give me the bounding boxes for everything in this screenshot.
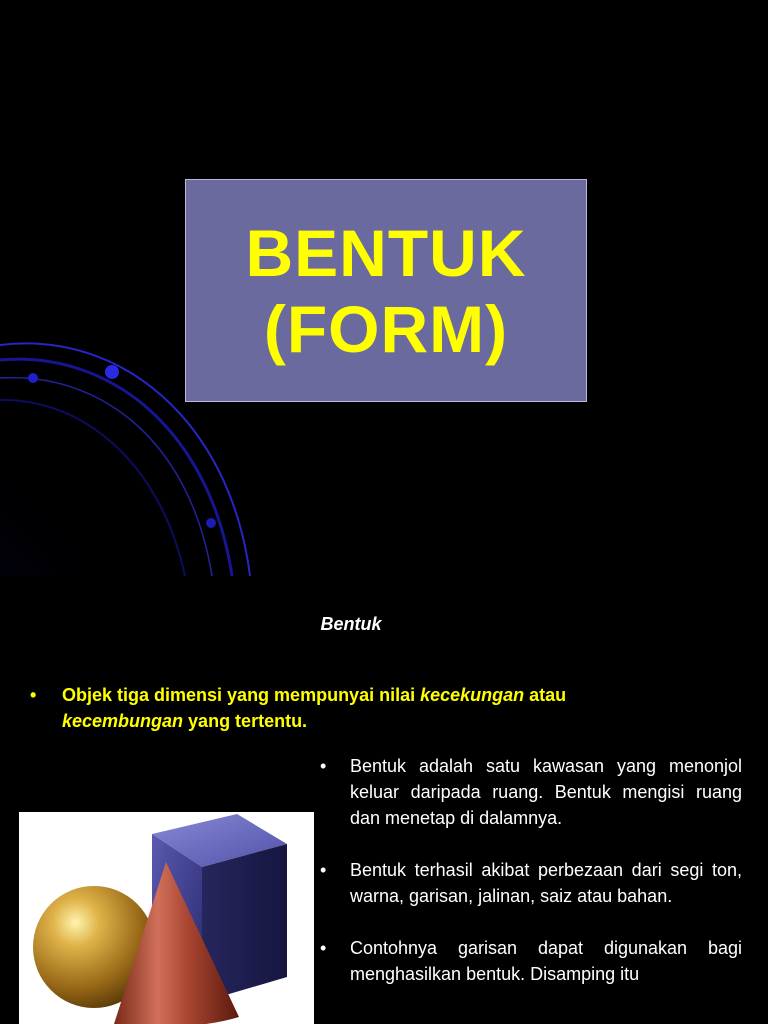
list-item bbox=[318, 935, 742, 987]
list-item bbox=[318, 857, 742, 909]
list-item-text: Bentuk terhasil akibat perbezaan dari segi ton, warna, garisan, jalinan, saiz atau bahan. bbox=[350, 860, 742, 906]
3d-shapes-illustration bbox=[19, 812, 314, 1024]
bullet-dot: • bbox=[320, 860, 327, 880]
content-slide bbox=[0, 576, 768, 1024]
slide-heading: Bentuk bbox=[320, 614, 382, 634]
title-line-form: (FORM) bbox=[263, 291, 509, 366]
bullet-dot: • bbox=[320, 756, 327, 776]
title-line-bentuk: BENTUK bbox=[245, 215, 527, 290]
bullet-dot: • bbox=[320, 938, 327, 958]
definition-text: Objek tiga dimensi yang mempunyai nilai kecekungan atau kecembungan yang tertentu. bbox=[62, 685, 567, 731]
list-item-text: Bentuk adalah satu kawasan yang menonjol keluar daripada ruang. Bentuk mengisi ruang dan menetap di dalamnya. bbox=[350, 756, 742, 828]
definition-bullet bbox=[30, 682, 680, 734]
list-item-text: Contohnya garisan dapat digunakan bagi menghasilkan bentuk. Disamping itu bbox=[350, 938, 742, 984]
list-item bbox=[318, 753, 742, 831]
title-box bbox=[185, 179, 587, 402]
body-bullet-list bbox=[318, 753, 742, 1013]
bullet-dot: • bbox=[30, 685, 37, 705]
